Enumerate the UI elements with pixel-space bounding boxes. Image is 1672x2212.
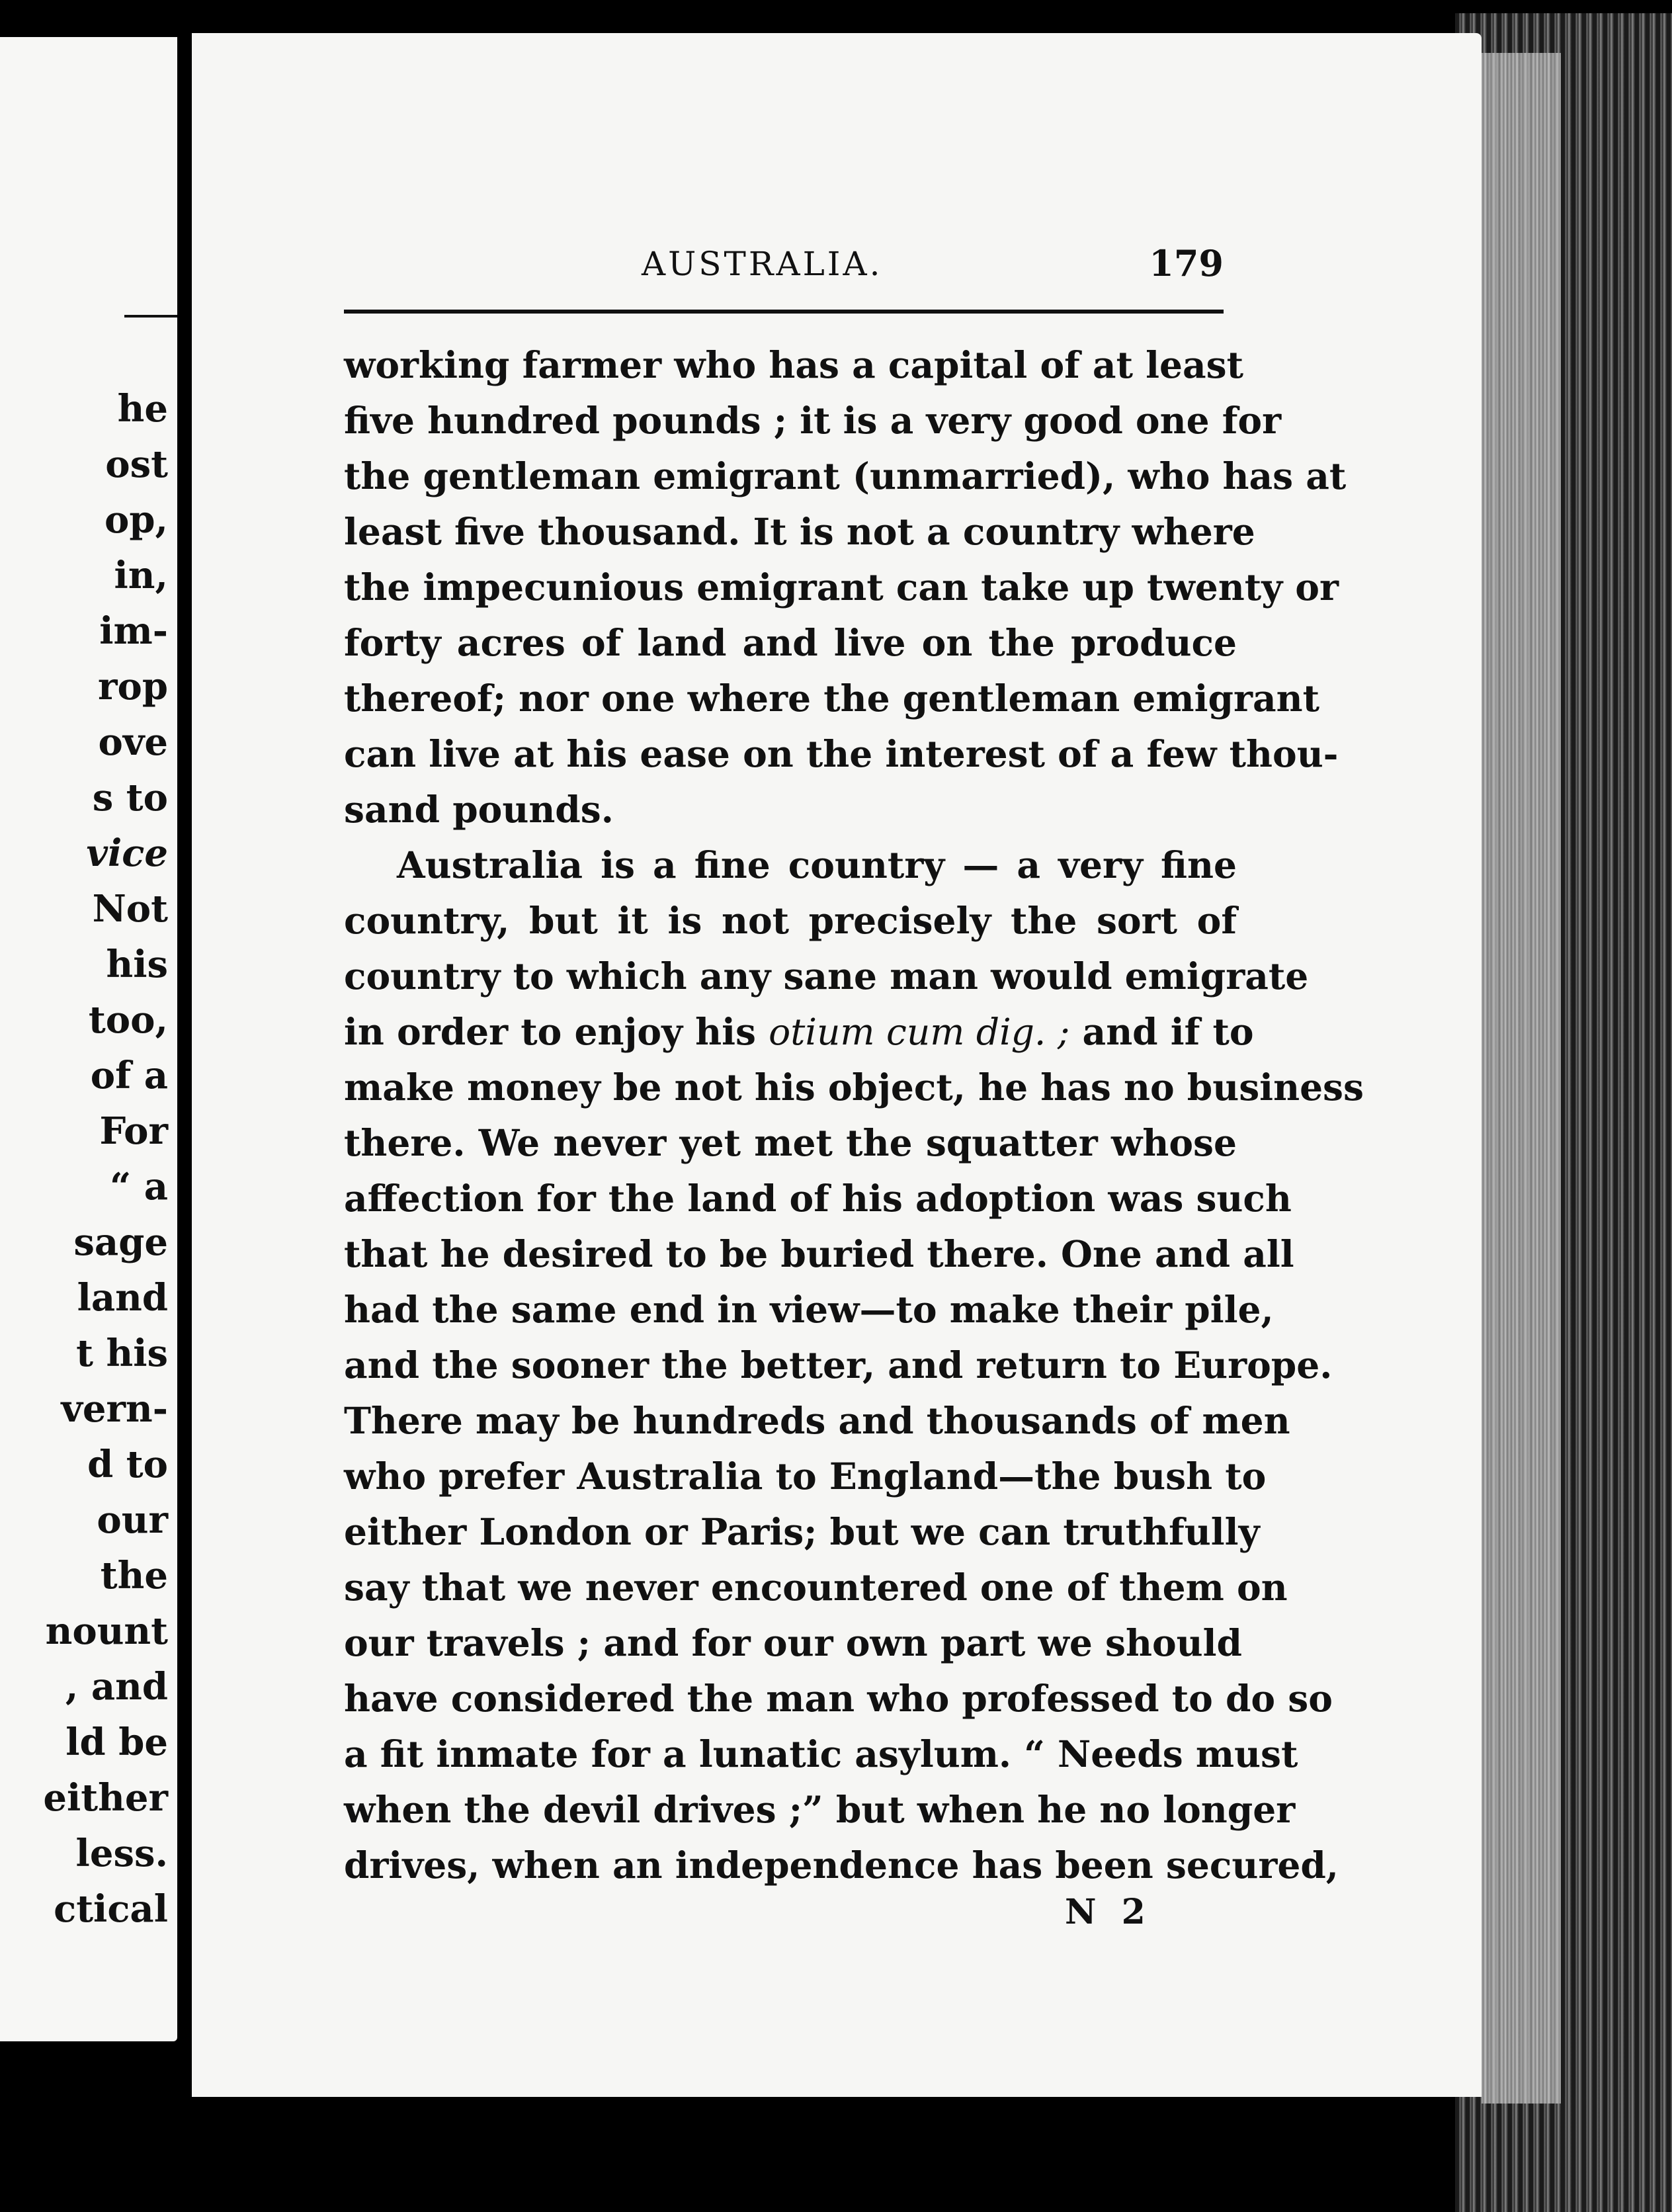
left-fragment-line: “ a — [110, 1165, 168, 1209]
page-number: 179 — [1149, 242, 1224, 284]
text-line: thereof; nor one where the gentleman emigrant — [344, 677, 1319, 720]
text-line: drives, when an independence has been secured, — [344, 1844, 1339, 1887]
text-line: who prefer Australia to England—the bush to — [344, 1455, 1267, 1498]
left-fragment-line: s to — [92, 776, 168, 820]
text-line: say that we never encountered one of them on — [344, 1566, 1288, 1609]
left-fragment-line: nount — [45, 1609, 168, 1653]
left-fragment-line: im- — [99, 609, 168, 653]
text-line: a fit inmate for a lunatic asylum. “ Needs must — [344, 1732, 1298, 1775]
left-fragment-line: of a — [90, 1054, 168, 1097]
text-line: either London or Paris; but we can truthfully — [344, 1510, 1260, 1553]
left-fragment-line: land — [77, 1276, 168, 1320]
text-line: our travels ; and for our own part we should — [344, 1621, 1242, 1664]
text-line: there. We never yet met the squatter whose — [344, 1121, 1237, 1164]
text-line: sand pounds. — [344, 788, 614, 831]
left-fragment-line: For — [99, 1109, 168, 1153]
text-line: can live at his ease on the interest of a few thou- — [344, 732, 1339, 775]
left-fragment-line: he — [117, 387, 168, 431]
left-fragment-line: the — [100, 1554, 168, 1597]
left-fragment-line: vern- — [61, 1387, 168, 1431]
left-text-fragments — [43, 381, 168, 1937]
left-fragment-line: sage — [73, 1220, 168, 1264]
text-line: when the devil drives ;” but when he no longer — [344, 1788, 1296, 1831]
left-fragment-line: Not — [92, 887, 168, 931]
text-line-with-italic — [344, 1004, 1254, 1060]
italic-phrase: otium cum dig. ; — [769, 1011, 1070, 1053]
left-fragment-line: ove — [98, 720, 168, 764]
left-fragment-line: our — [97, 1498, 168, 1542]
text-line: least five thousand. It is not a country where — [344, 510, 1255, 553]
text-line: country to which any sane man would emigrate — [344, 955, 1309, 998]
left-page-fragment — [0, 37, 177, 2041]
text-line: have considered the man who professed to do so — [344, 1677, 1333, 1720]
left-fragment-line: vice — [86, 831, 168, 875]
text-line: the impecunious emigrant can take up twenty or — [344, 566, 1339, 609]
text-line: working farmer who has a capital of at least — [344, 343, 1244, 386]
text-line: the gentleman emigrant (unmarried), who has at — [344, 454, 1347, 497]
text-line: country, but it is not precisely the sort of — [344, 899, 1237, 942]
text-line: affection for the land of his adoption was such — [344, 1177, 1292, 1220]
left-fragment-line: less. — [75, 1832, 168, 1875]
text-line: forty acres of land and live on the produce — [344, 621, 1237, 664]
left-fragment-line: his — [106, 943, 168, 986]
text-segment: and if to — [1069, 1010, 1254, 1053]
left-fragment-line: , and — [65, 1665, 168, 1709]
text-line: that he desired to be buried there. One and all — [344, 1232, 1294, 1275]
left-fragment-line: in, — [114, 554, 168, 597]
left-fragment-line: t his — [76, 1332, 168, 1375]
text-segment: in order to enjoy his — [344, 1010, 769, 1053]
page-edge-highlight — [1482, 53, 1561, 2104]
text-line: There may be hundreds and thousands of men — [344, 1399, 1290, 1442]
book-page-edges — [1455, 13, 1672, 2212]
left-fragment-line: either — [43, 1776, 168, 1820]
header-rule — [344, 310, 1224, 314]
page-header — [344, 238, 1224, 291]
running-head: AUSTRALIA. — [642, 245, 883, 283]
left-fragment-line: ctical — [54, 1887, 168, 1931]
left-fragment-line: d to — [87, 1443, 168, 1486]
text-line: Australia is a fine country — a very fine — [397, 843, 1237, 886]
body-text — [344, 337, 1364, 1893]
text-line: make money be not his object, he has no business — [344, 1066, 1364, 1109]
left-fragment-line: too, — [88, 998, 168, 1042]
left-header-rule — [124, 315, 177, 318]
left-fragment-line: op, — [104, 498, 168, 542]
signature-mark: N 2 — [1065, 1892, 1152, 1932]
text-line: five hundred pounds ; it is a very good one for — [344, 399, 1282, 442]
text-line: had the same end in view—to make their pile, — [344, 1288, 1274, 1331]
left-fragment-line: rop — [97, 665, 168, 708]
left-fragment-line: ld be — [65, 1721, 168, 1764]
text-line: and the sooner the better, and return to Europe. — [344, 1343, 1333, 1386]
left-fragment-line: ost — [105, 443, 168, 486]
